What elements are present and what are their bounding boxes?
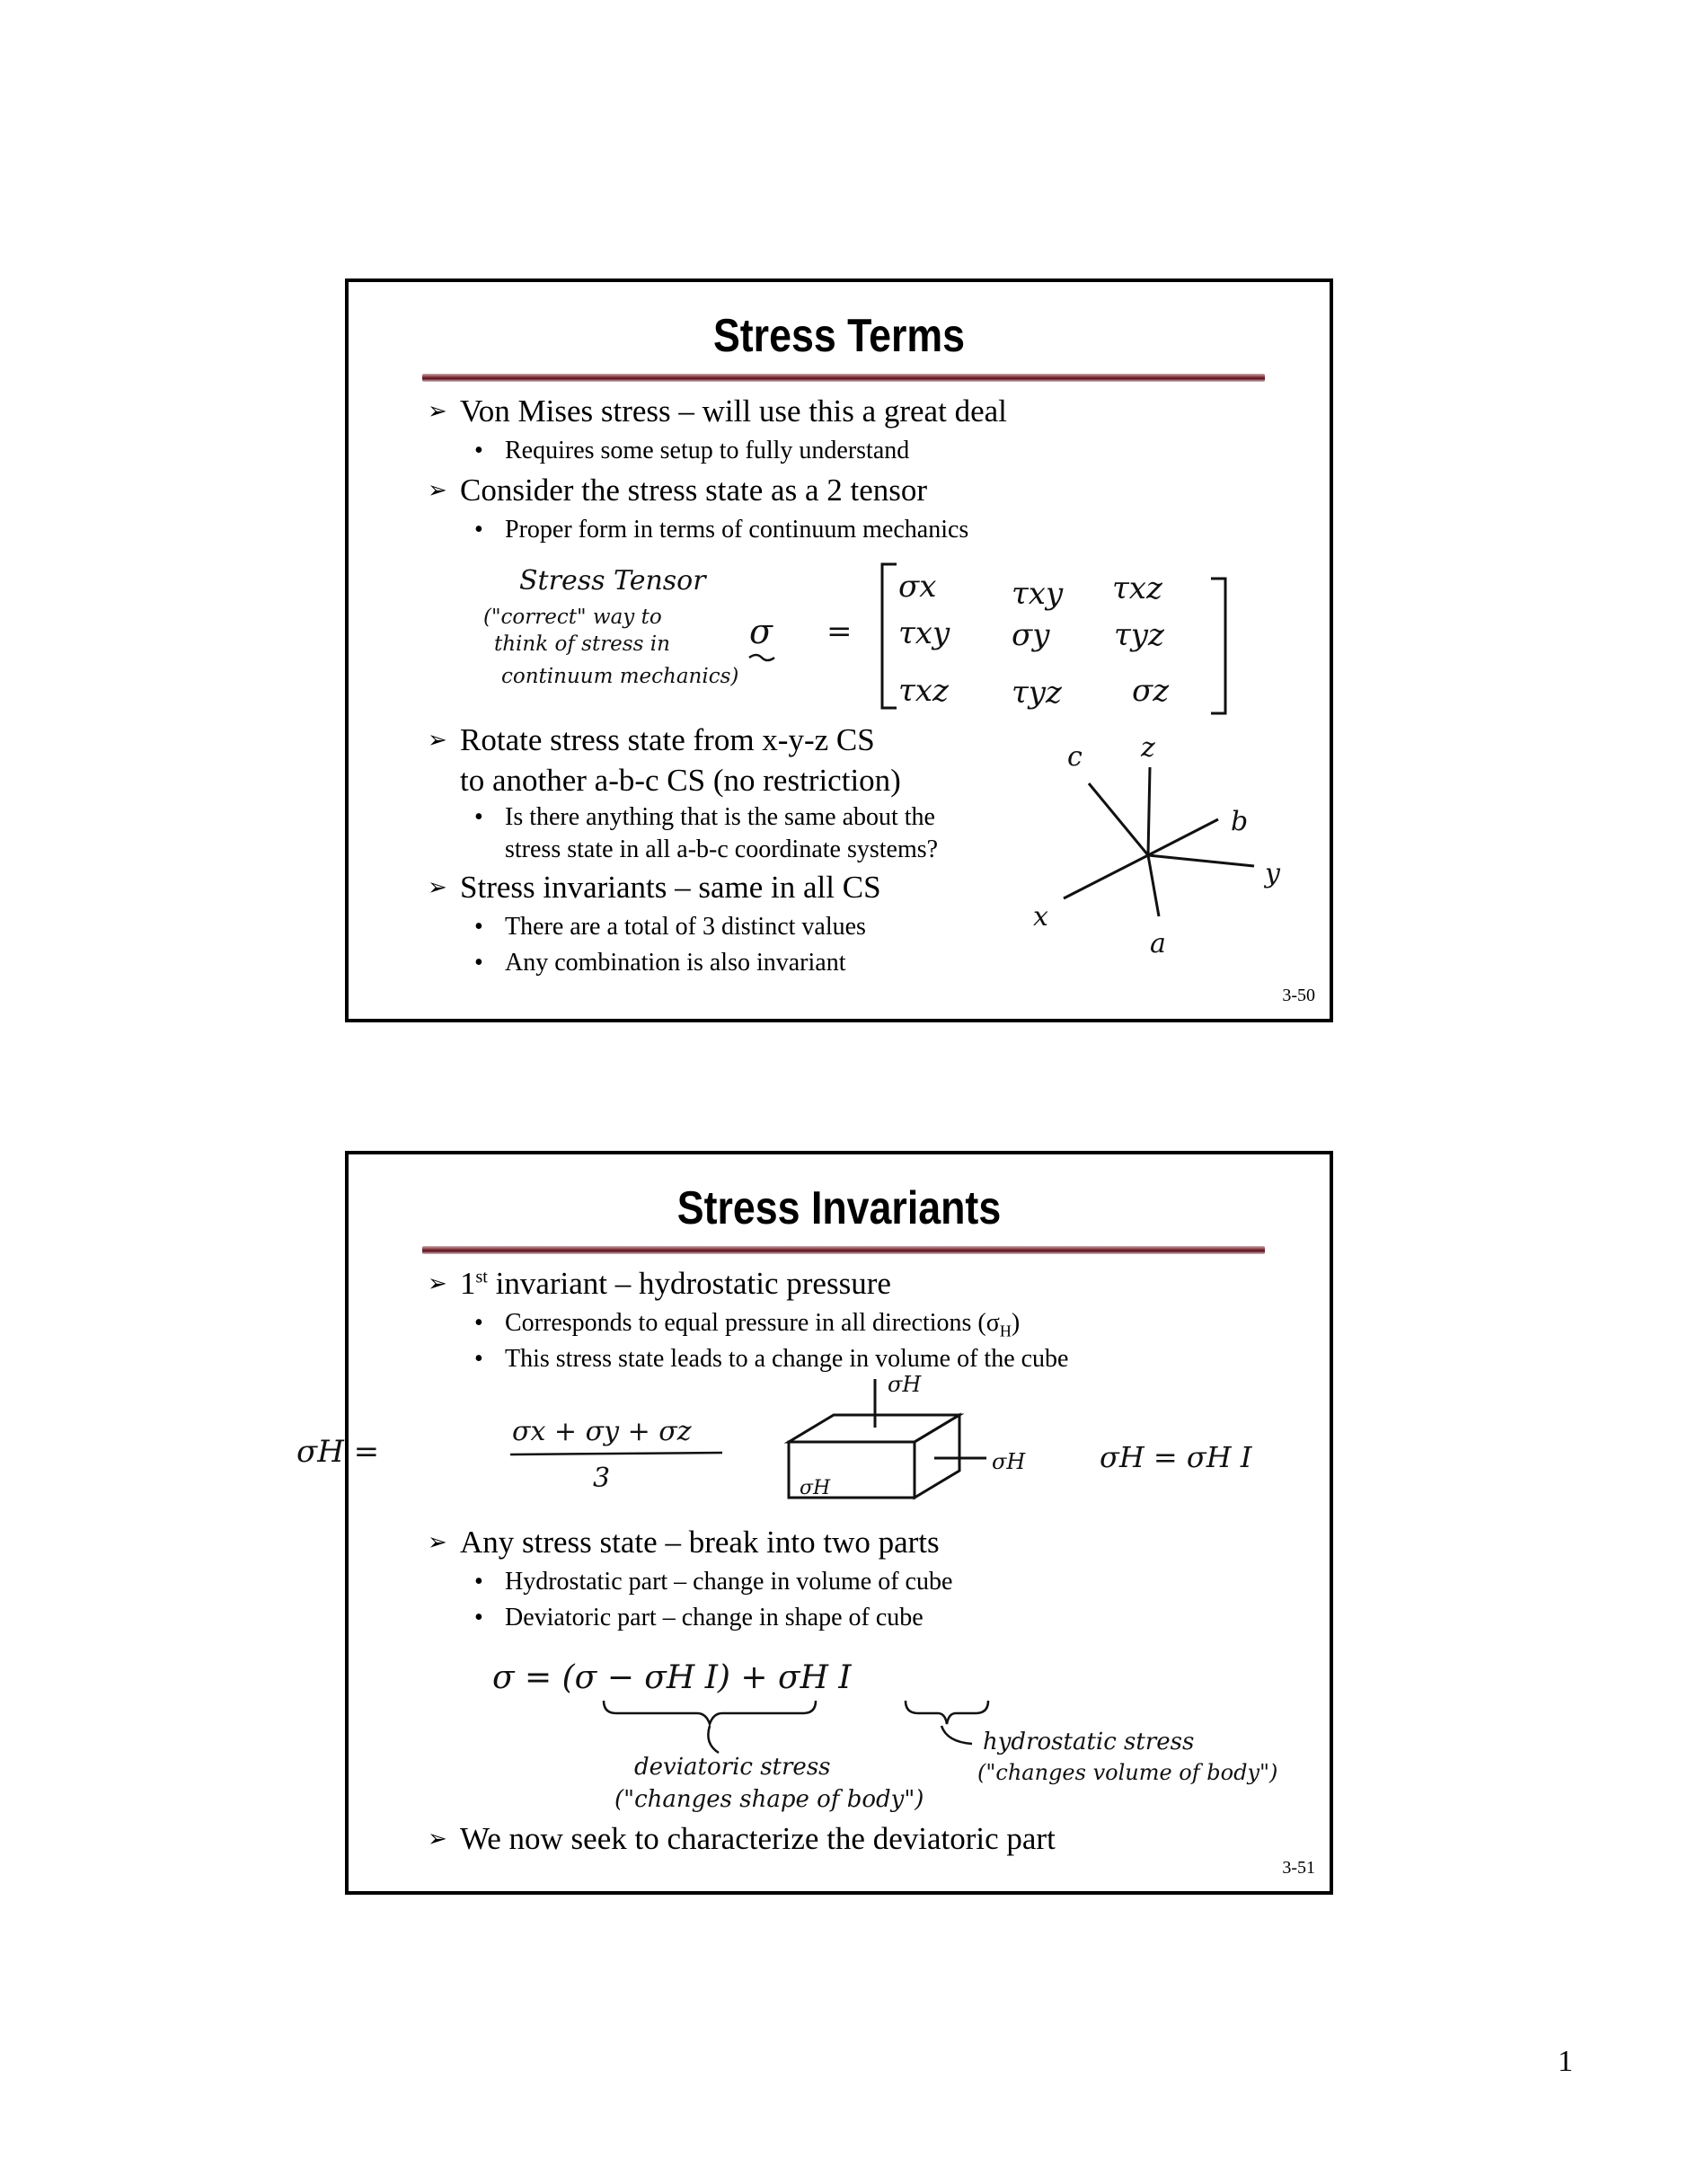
sigma-h-numerator: σx + σy + σz <box>512 1416 692 1447</box>
bullet: ➢ We now seek to characterize the deviatoric part <box>428 1821 1056 1856</box>
dot-bullet-icon: • <box>474 803 483 831</box>
sub-bullet: • Is there anything that is the same about the <box>474 803 935 831</box>
deviatoric-brace <box>604 1701 816 1724</box>
dot-bullet-icon: • <box>474 949 483 977</box>
bullet-continuation: to another a-b-c CS (no restriction) <box>460 763 901 798</box>
dot-bullet-icon: • <box>474 516 483 544</box>
matrix-cell: σx <box>898 569 937 605</box>
tensor-symbol: σ <box>749 612 773 651</box>
matrix-right-bracket <box>1211 579 1225 713</box>
deviatoric-note: ("changes shape of body") <box>614 1786 924 1813</box>
matrix-cell: τxz <box>898 673 949 709</box>
sub-bullet: • Any combination is also invariant <box>474 949 846 977</box>
dot-bullet-icon: • <box>474 1568 483 1596</box>
axis-label-b: b <box>1231 806 1249 837</box>
slide-title: Stress Terms <box>712 310 966 362</box>
arrow-bullet-icon: ➢ <box>428 1826 447 1852</box>
slide-stress-terms <box>345 279 1333 1022</box>
matrix-cell: σy <box>1012 617 1050 653</box>
dot-bullet-icon: • <box>474 913 483 941</box>
slide-number: 3-50 <box>1282 986 1315 1005</box>
bullet: ➢ Rotate stress state from x-y-z CS <box>428 722 875 757</box>
hydrostatic-brace <box>906 1701 988 1724</box>
title-rule <box>422 1246 1265 1254</box>
dot-bullet-icon: • <box>474 1345 483 1373</box>
stress-decomposition-handwriting <box>349 1640 1330 1819</box>
matrix-cell: τyz <box>1114 617 1164 653</box>
arrow-bullet-icon: ➢ <box>428 1529 447 1555</box>
axis-label-c: c <box>1067 741 1083 773</box>
tensor-hydrostatic-eq: σH = σH I <box>1100 1440 1252 1474</box>
sub-bullet: • Proper form in terms of continuum mechanics <box>474 516 969 544</box>
cube-front-label: σH <box>800 1477 831 1499</box>
sub-bullet: • There are a total of 3 distinct values <box>474 913 866 941</box>
tensor-note-line: Stress Tensor <box>519 565 706 597</box>
matrix-left-bracket <box>882 564 897 708</box>
axis-label-y: y <box>1265 858 1280 889</box>
tensor-note-line: think of stress in <box>494 632 670 656</box>
sigma-h-lhs: σH = <box>296 1434 380 1470</box>
matrix-cell: σz <box>1132 673 1170 709</box>
cube-side-face <box>915 1415 959 1498</box>
sub-bullet: • Corresponds to equal pressure in all directions $(\sigma_H)$ <box>474 1309 1021 1340</box>
axis-label-z: z <box>1141 732 1155 764</box>
sub-bullet-continuation: stress state in all a-b-c coordinate systems? <box>505 836 939 863</box>
equals-sign: = <box>826 614 853 650</box>
sub-bullet: • Requires some setup to fully understand <box>474 437 910 464</box>
title-rule <box>422 374 1265 382</box>
dot-bullet-icon: • <box>474 1604 483 1631</box>
arrow-bullet-icon: ➢ <box>428 477 447 503</box>
bullet: ➢ Stress invariants – same in all CS <box>428 870 881 905</box>
sigma-h-denominator: 3 <box>593 1463 611 1494</box>
hydrostatic-equation-handwriting <box>241 1372 1355 1514</box>
bullet: ➢ Consider the stress state as a 2 tensor <box>428 473 928 508</box>
axis-label-x: x <box>1033 901 1048 933</box>
hydrostatic-label: hydrostatic stress <box>983 1729 1195 1755</box>
tensor-note-line: continuum mechanics) <box>501 665 739 688</box>
bullet: ➢ Von Mises stress – will use this a great deal <box>428 393 1007 429</box>
tensor-note-line: ("correct" way to <box>483 606 662 629</box>
slide-number: 3-51 <box>1282 1858 1315 1878</box>
bullet: ➢ Any stress state – break into two parts <box>428 1525 940 1560</box>
arrow-bullet-icon: ➢ <box>428 398 447 424</box>
hydrostatic-note: ("changes volume of body") <box>977 1760 1278 1785</box>
sub-bullet: • Deviatoric part – change in shape of cube <box>474 1604 924 1631</box>
matrix-cell: τxz <box>1112 570 1162 606</box>
tilde-mark <box>749 655 774 660</box>
slide-stress-invariants <box>296 1151 1333 1895</box>
arrow-bullet-icon: ➢ <box>428 874 447 900</box>
arrow-bullet-icon: ➢ <box>428 1270 447 1296</box>
deviatoric-label: deviatoric stress <box>634 1754 831 1781</box>
decomposition-equation: σ = (σ − σH I) + σH I <box>492 1659 852 1696</box>
cube-top-label: σH <box>888 1372 922 1397</box>
sub-bullet: • This stress state leads to a change in volume of the cube <box>474 1345 1069 1373</box>
bullet: ➢ 1st invariant – hydrostatic pressure <box>428 1266 891 1301</box>
sub-bullet: • Hydrostatic part – change in volume of cube <box>474 1568 953 1596</box>
arrow-bullet-icon: ➢ <box>428 727 447 753</box>
matrix-cell: τyz <box>1012 675 1062 711</box>
coordinate-axes-sketch <box>995 732 1301 974</box>
dot-bullet-icon: • <box>474 437 483 464</box>
dot-bullet-icon: • <box>474 1309 483 1337</box>
stress-tensor-handwriting <box>349 552 1330 713</box>
cube-right-label: σH <box>992 1449 1026 1474</box>
axis-label-a: a <box>1150 928 1166 959</box>
slide-title: Stress Invariants <box>676 1182 1002 1234</box>
page-number: 1 <box>1558 2045 1573 2078</box>
matrix-cell: τxy <box>898 615 950 651</box>
matrix-cell: τxy <box>1012 576 1064 612</box>
